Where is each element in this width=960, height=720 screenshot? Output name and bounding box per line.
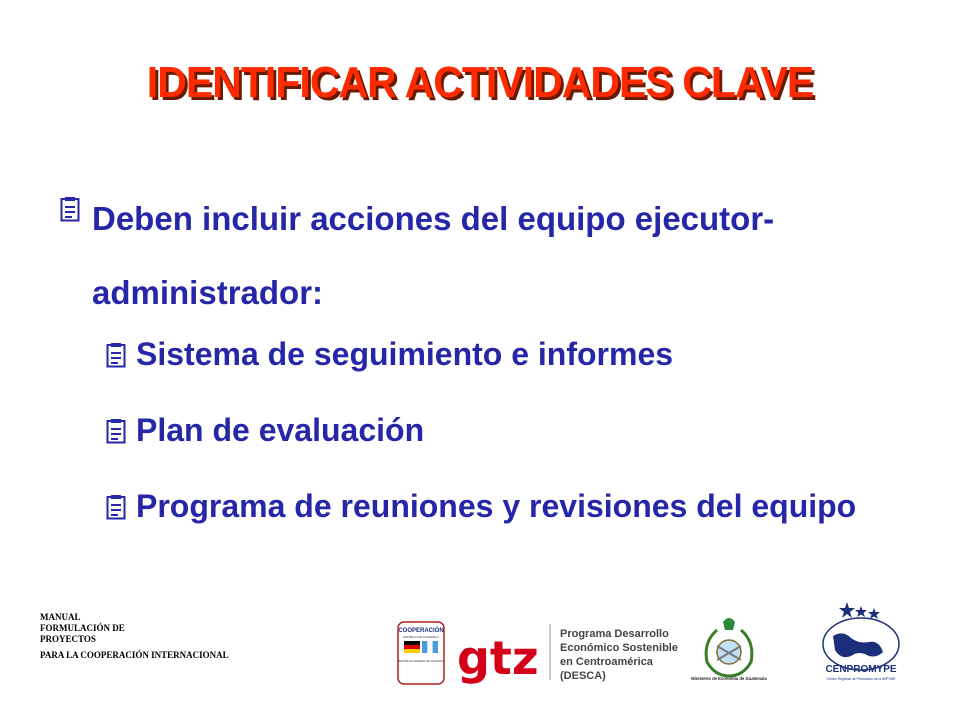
desca-program (560, 628, 678, 682)
cenpromype-name: CENPROMYPE (825, 664, 897, 675)
sub-bullet (106, 334, 906, 374)
sub-bullet (106, 486, 906, 526)
notepad-bullet-icon (106, 418, 126, 444)
partner-logos (395, 600, 915, 690)
cenpromype-logo (823, 602, 899, 681)
coop-gt: REPÚBLICA DE GUATEMALA (403, 636, 439, 639)
sub-bullet (106, 410, 906, 450)
main-bullet (60, 182, 900, 330)
program-line: Económico Sostenible (560, 642, 678, 654)
footer-manual-label (40, 612, 290, 661)
footer-line: PROYECTOS (40, 634, 96, 644)
program-line: Programa Desarrollo (560, 628, 669, 640)
main-bullet-line-2: administrador: (92, 274, 324, 311)
footer-line: MANUAL (40, 612, 81, 622)
coop-title: COOPERACIÓN (398, 628, 444, 634)
ministerio-label: Ministerio de Economía de Guatemala (691, 676, 767, 681)
notepad-bullet-icon (60, 196, 80, 222)
program-line: (DESCA) (560, 670, 606, 682)
notepad-bullet-icon (106, 342, 126, 368)
notepad-bullet-icon (106, 494, 126, 520)
coop-de: REPÚBLICA FEDERAL DE ALEMANIA (398, 660, 444, 663)
sub-bullet-text: Plan de evaluación (136, 412, 425, 448)
slide-title: IDENTIFICAR ACTIVIDADES CLAVE (146, 58, 814, 107)
program-line: en Centroamérica (560, 656, 653, 668)
sub-bullet-text: Sistema de seguimiento e informes (136, 336, 674, 372)
footer-line: PARA LA COOPERACIÓN INTERNACIONAL (40, 650, 229, 660)
cooperacion-logo (398, 622, 444, 684)
guatemala-coat-of-arms (691, 618, 767, 681)
sub-bullet-text: Programa de reuniones y revisiones del equipo (136, 488, 857, 524)
main-bullet-line-1: Deben incluir acciones del equipo ejecutor- (92, 200, 775, 237)
cenpromype-sub: Centro Regional de Promoción de la MIPYME (826, 677, 896, 681)
gtz-logo: gtz (457, 631, 539, 685)
footer-line: FORMULACIÓN DE (40, 623, 125, 633)
